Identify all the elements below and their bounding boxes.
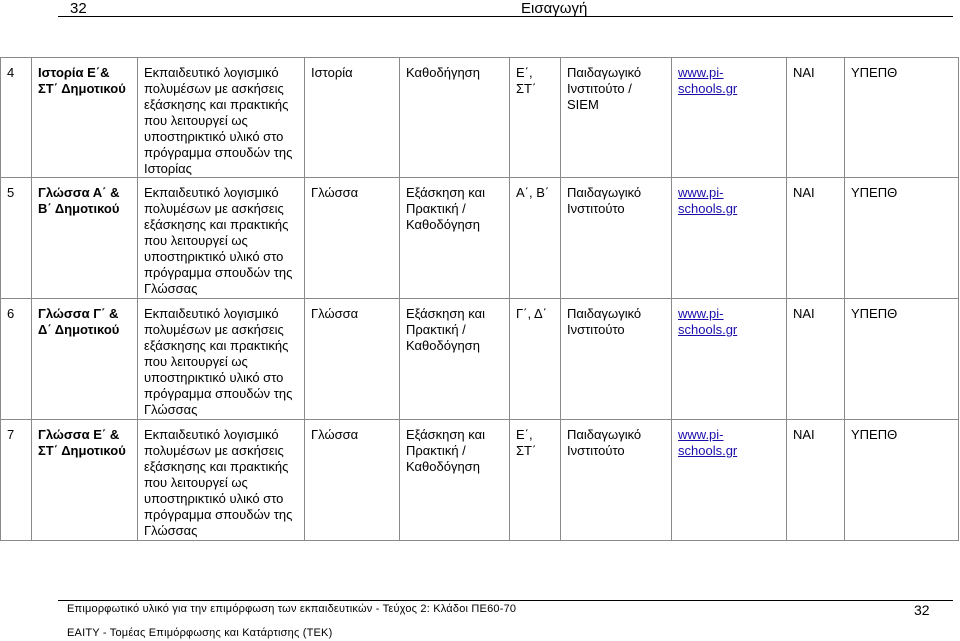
header-rule xyxy=(58,16,953,17)
subject: Γλώσσα xyxy=(305,299,400,420)
publisher: Παιδαγωγικό Ινστιτούτο xyxy=(561,420,672,541)
row-number: 4 xyxy=(1,58,32,178)
row-number: 5 xyxy=(1,178,32,299)
availability: ΝΑΙ xyxy=(787,420,845,541)
row-number: 7 xyxy=(1,420,32,541)
grades: Ε΄, ΣΤ΄ xyxy=(510,420,561,541)
publisher: Παιδαγωγικό Ινστιτούτο / SIEM xyxy=(561,58,672,178)
software-name: Γλώσσα Γ΄ & Δ΄ Δημοτικού xyxy=(32,299,138,420)
table-row xyxy=(1,178,959,299)
software-type: Εξάσκηση και Πρακτική / Καθοδόγηση xyxy=(400,178,510,299)
software-name: Γλώσσα Α΄ & Β΄ Δημοτικού xyxy=(32,178,138,299)
availability: ΝΑΙ xyxy=(787,178,845,299)
software-table xyxy=(0,57,959,541)
url-link[interactable]: www.pi-schools.gr xyxy=(672,420,787,541)
grades: Ε΄, ΣΤ΄ xyxy=(510,58,561,178)
software-description: Εκπαιδευτικό λογισμικό πολυμέσων με ασκήσεις εξάσκησης και πρακτικής που λειτουργεί ως υποστηρικτικό υλικό στο πρόγραμμα σπουδών της Γλώσσας xyxy=(138,178,305,299)
header-page-number: 32 xyxy=(70,0,87,17)
software-type: Εξάσκηση και Πρακτική / Καθοδόγηση xyxy=(400,420,510,541)
owner: ΥΠΕΠΘ xyxy=(845,58,959,178)
software-type: Καθοδήγηση xyxy=(400,58,510,178)
footer-organization-line: ΕΑΙΤΥ - Τομέας Επιμόρφωσης και Κατάρτισης (ΤΕΚ) xyxy=(67,627,333,639)
owner: ΥΠΕΠΘ xyxy=(845,420,959,541)
software-description: Εκπαιδευτικό λογισμικό πολυμέσων με ασκήσεις εξάσκησης και πρακτικής που λειτουργεί ως υποστηρικτικό υλικό στο πρόγραμμα σπουδών της Γλώσσας xyxy=(138,420,305,541)
availability: ΝΑΙ xyxy=(787,299,845,420)
footer-rule xyxy=(58,600,953,601)
table-row xyxy=(1,58,959,178)
page-header xyxy=(0,0,960,17)
url-link[interactable]: www.pi-schools.gr xyxy=(672,178,787,299)
grades: Α΄, Β΄ xyxy=(510,178,561,299)
subject: Ιστορία xyxy=(305,58,400,178)
publisher: Παιδαγωγικό Ινστιτούτο xyxy=(561,299,672,420)
grades: Γ΄, Δ΄ xyxy=(510,299,561,420)
availability: ΝΑΙ xyxy=(787,58,845,178)
owner: ΥΠΕΠΘ xyxy=(845,178,959,299)
software-description: Εκπαιδευτικό λογισμικό πολυμέσων με ασκήσεις εξάσκησης και πρακτικής που λειτουργεί ως υποστηρικτικό υλικό στο πρόγραμμα σπουδών της Ιστορίας xyxy=(138,58,305,178)
url-link[interactable]: www.pi-schools.gr xyxy=(672,299,787,420)
footer-page-number: 32 xyxy=(914,602,930,618)
software-description: Εκπαιδευτικό λογισμικό πολυμέσων με ασκήσεις εξάσκησης και πρακτικής που λειτουργεί ως υποστηρικτικό υλικό στο πρόγραμμα σπουδών της Γλώσσας xyxy=(138,299,305,420)
subject: Γλώσσα xyxy=(305,178,400,299)
table-row xyxy=(1,299,959,420)
software-type: Εξάσκηση και Πρακτική / Καθοδόγηση xyxy=(400,299,510,420)
url-link[interactable]: www.pi-schools.gr xyxy=(672,58,787,178)
subject: Γλώσσα xyxy=(305,420,400,541)
row-number: 6 xyxy=(1,299,32,420)
footer-publication-line: Επιμορφωτικό υλικό για την επιμόρφωση των εκπαιδευτικών - Τεύχος 2: Κλάδοι ΠΕ60-70 xyxy=(67,603,517,615)
owner: ΥΠΕΠΘ xyxy=(845,299,959,420)
publisher: Παιδαγωγικό Ινστιτούτο xyxy=(561,178,672,299)
header-title: Εισαγωγή xyxy=(521,0,588,17)
software-name: Γλώσσα Ε΄ & ΣΤ΄ Δημοτικού xyxy=(32,420,138,541)
table-row xyxy=(1,420,959,541)
software-name: Ιστορία Ε΄& ΣΤ΄ Δημοτικού xyxy=(32,58,138,178)
